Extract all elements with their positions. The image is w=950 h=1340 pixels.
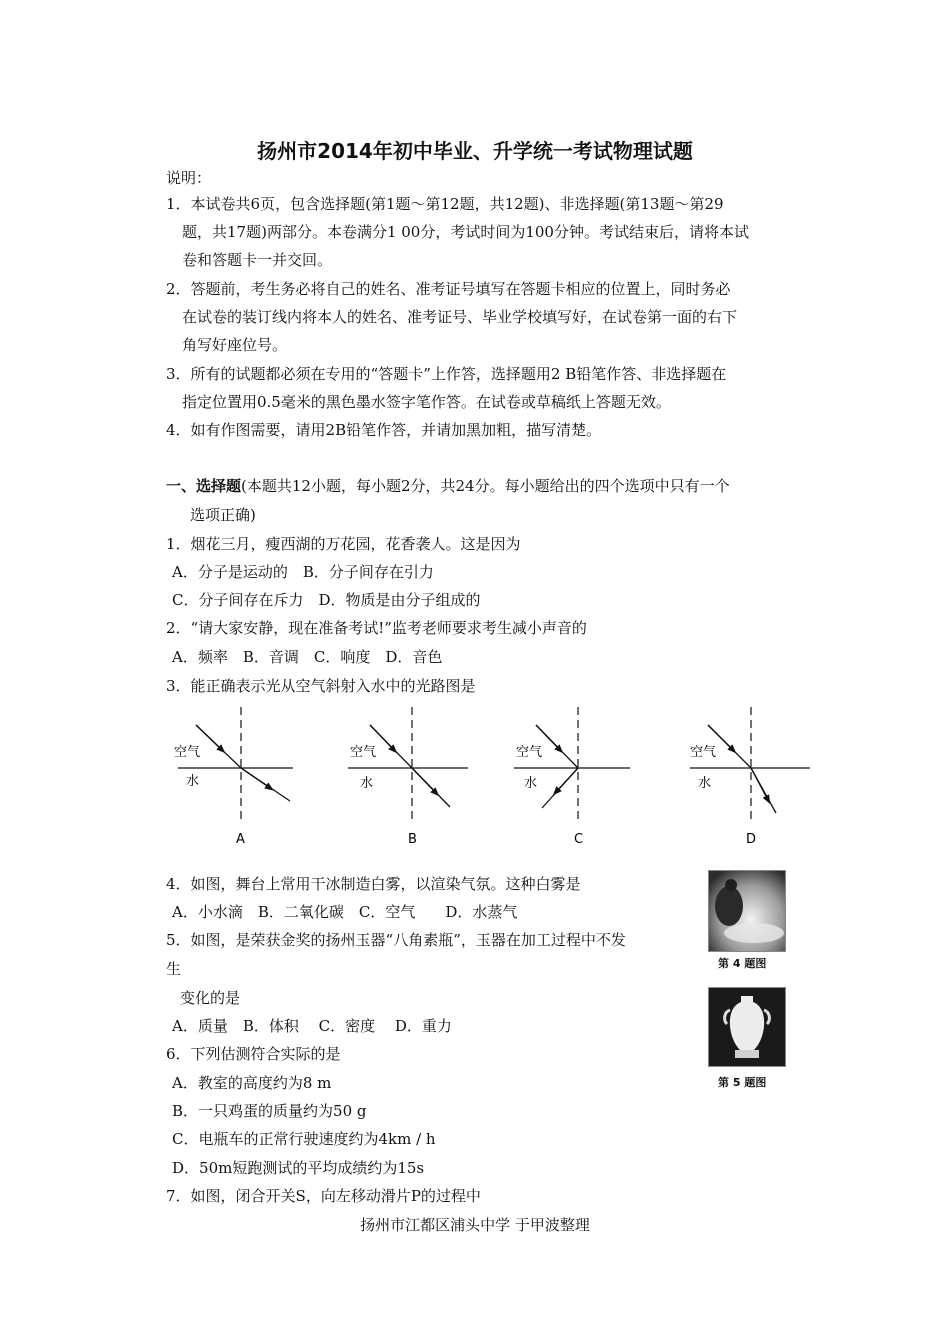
q3-stem: 3．能正确表示光从空气斜射入水中的光路图是 xyxy=(166,677,476,695)
water-label: 水 xyxy=(524,776,538,791)
q7-stem: 7．如图，闭合开关S，向左移动滑片P的过程中 xyxy=(166,1187,481,1205)
light-diagram-a xyxy=(168,705,298,859)
note-line: 卷和答题卡一并交回。 xyxy=(182,251,333,269)
note-line: 题，共17题)两部分。本卷满分1 00分，考试时间为100分钟。考试结束后，请将本试 xyxy=(182,223,749,241)
q4-options: A．小水滴 B．二氧化碳 C．空气 D．水蒸气 xyxy=(172,903,518,921)
section-desc-cont: 选项正确) xyxy=(190,506,256,524)
jade-vase-photo xyxy=(708,987,786,1067)
q1-options: A．分子是运动的 B．分子间存在引力 xyxy=(172,563,434,581)
note-line: 指定位置用0.5毫米的黑色墨水签字笔作答。在试卷或草稿纸上答题无效。 xyxy=(182,393,671,411)
water-label: 水 xyxy=(186,774,200,789)
notes-label: 说明： xyxy=(166,169,212,187)
light-diagram-c xyxy=(510,705,640,859)
note-line: 角写好座位号。 xyxy=(182,336,288,354)
option-label: B xyxy=(408,832,417,847)
section-desc: (本题共12小题，每小题2分，共24分。每小题给出的四个选项中只有一个 xyxy=(241,477,730,495)
air-label: 空气 xyxy=(174,745,201,760)
q6-option-c: C．电瓶车的正常行驶速度约为4km / h xyxy=(172,1130,436,1148)
light-diagram-b xyxy=(344,705,474,859)
option-label: D xyxy=(746,832,757,847)
q5-stem-cont: 生 xyxy=(166,960,182,978)
q5-stem-cont: 变化的是 xyxy=(180,989,241,1007)
note-line: 4．如有作图需要，请用2B铅笔作答，并请加黑加粗，描写清楚。 xyxy=(166,421,602,439)
note-line: 3．所有的试题都必须在专用的“答题卡”上作答，选择题用2 B铅笔作答、非选择题在 xyxy=(166,365,727,383)
option-label: A xyxy=(236,832,245,847)
water-label: 水 xyxy=(698,776,712,791)
q6-stem: 6．下列估测符合实际的是 xyxy=(166,1045,341,1063)
q2-stem: 2．“请大家安静，现在准备考试!”监考老师要求考生减小声音的 xyxy=(166,619,587,637)
section-heading xyxy=(166,476,730,496)
light-diagram-d xyxy=(686,705,816,859)
q6-option-d: D．50m短跑测试的平均成绩约为15s xyxy=(172,1159,425,1177)
page-footer: 扬州市江都区浦头中学 于甲波整理 xyxy=(360,1216,590,1234)
q6-option-a: A．教室的高度约为8 m xyxy=(172,1074,332,1092)
note-line: 在试卷的装订线内将本人的姓名、准考证号、毕业学校填写好，在试卷第一面的右下 xyxy=(182,308,738,326)
q4-caption: 第 4 题图 xyxy=(718,957,767,970)
air-label: 空气 xyxy=(690,745,717,760)
q4-stem: 4．如图，舞台上常用干冰制造白雾，以渲染气氛。这种白雾是 xyxy=(166,875,581,893)
q1-options: C．分子间存在斥力 D．物质是由分子组成的 xyxy=(172,591,481,609)
q2-options: A．频率 B．音调 C．响度 D．音色 xyxy=(172,648,443,666)
q5-caption: 第 5 题图 xyxy=(718,1076,767,1089)
note-line: 1．本试卷共6页，包含选择题(第1题～第12题，共12题)、非选择题(第13题～第29 xyxy=(166,195,724,213)
q5-options: A．质量 B．体积 C．密度 D．重力 xyxy=(172,1017,452,1035)
note-line: 2．答题前，考生务必将自己的姓名、准考证号填写在答题卡相应的位置上，同时务必 xyxy=(166,280,731,298)
stage-fog-photo xyxy=(708,870,786,952)
section-title: 一、选择题 xyxy=(166,477,242,495)
q6-option-b: B．一只鸡蛋的质量约为50 g xyxy=(172,1102,367,1120)
air-label: 空气 xyxy=(350,745,377,760)
option-label: C xyxy=(574,832,584,847)
q5-stem: 5．如图，是荣获金奖的扬州玉器“八角素瓶”，玉器在加工过程中不发 xyxy=(166,931,626,949)
q1-stem: 1．烟花三月，瘦西湖的万花园，花香袭人。这是因为 xyxy=(166,535,521,553)
water-label: 水 xyxy=(360,776,374,791)
page-title: 扬州市2014年初中毕业、升学统一考试物理试题 xyxy=(257,139,693,163)
air-label: 空气 xyxy=(516,745,543,760)
